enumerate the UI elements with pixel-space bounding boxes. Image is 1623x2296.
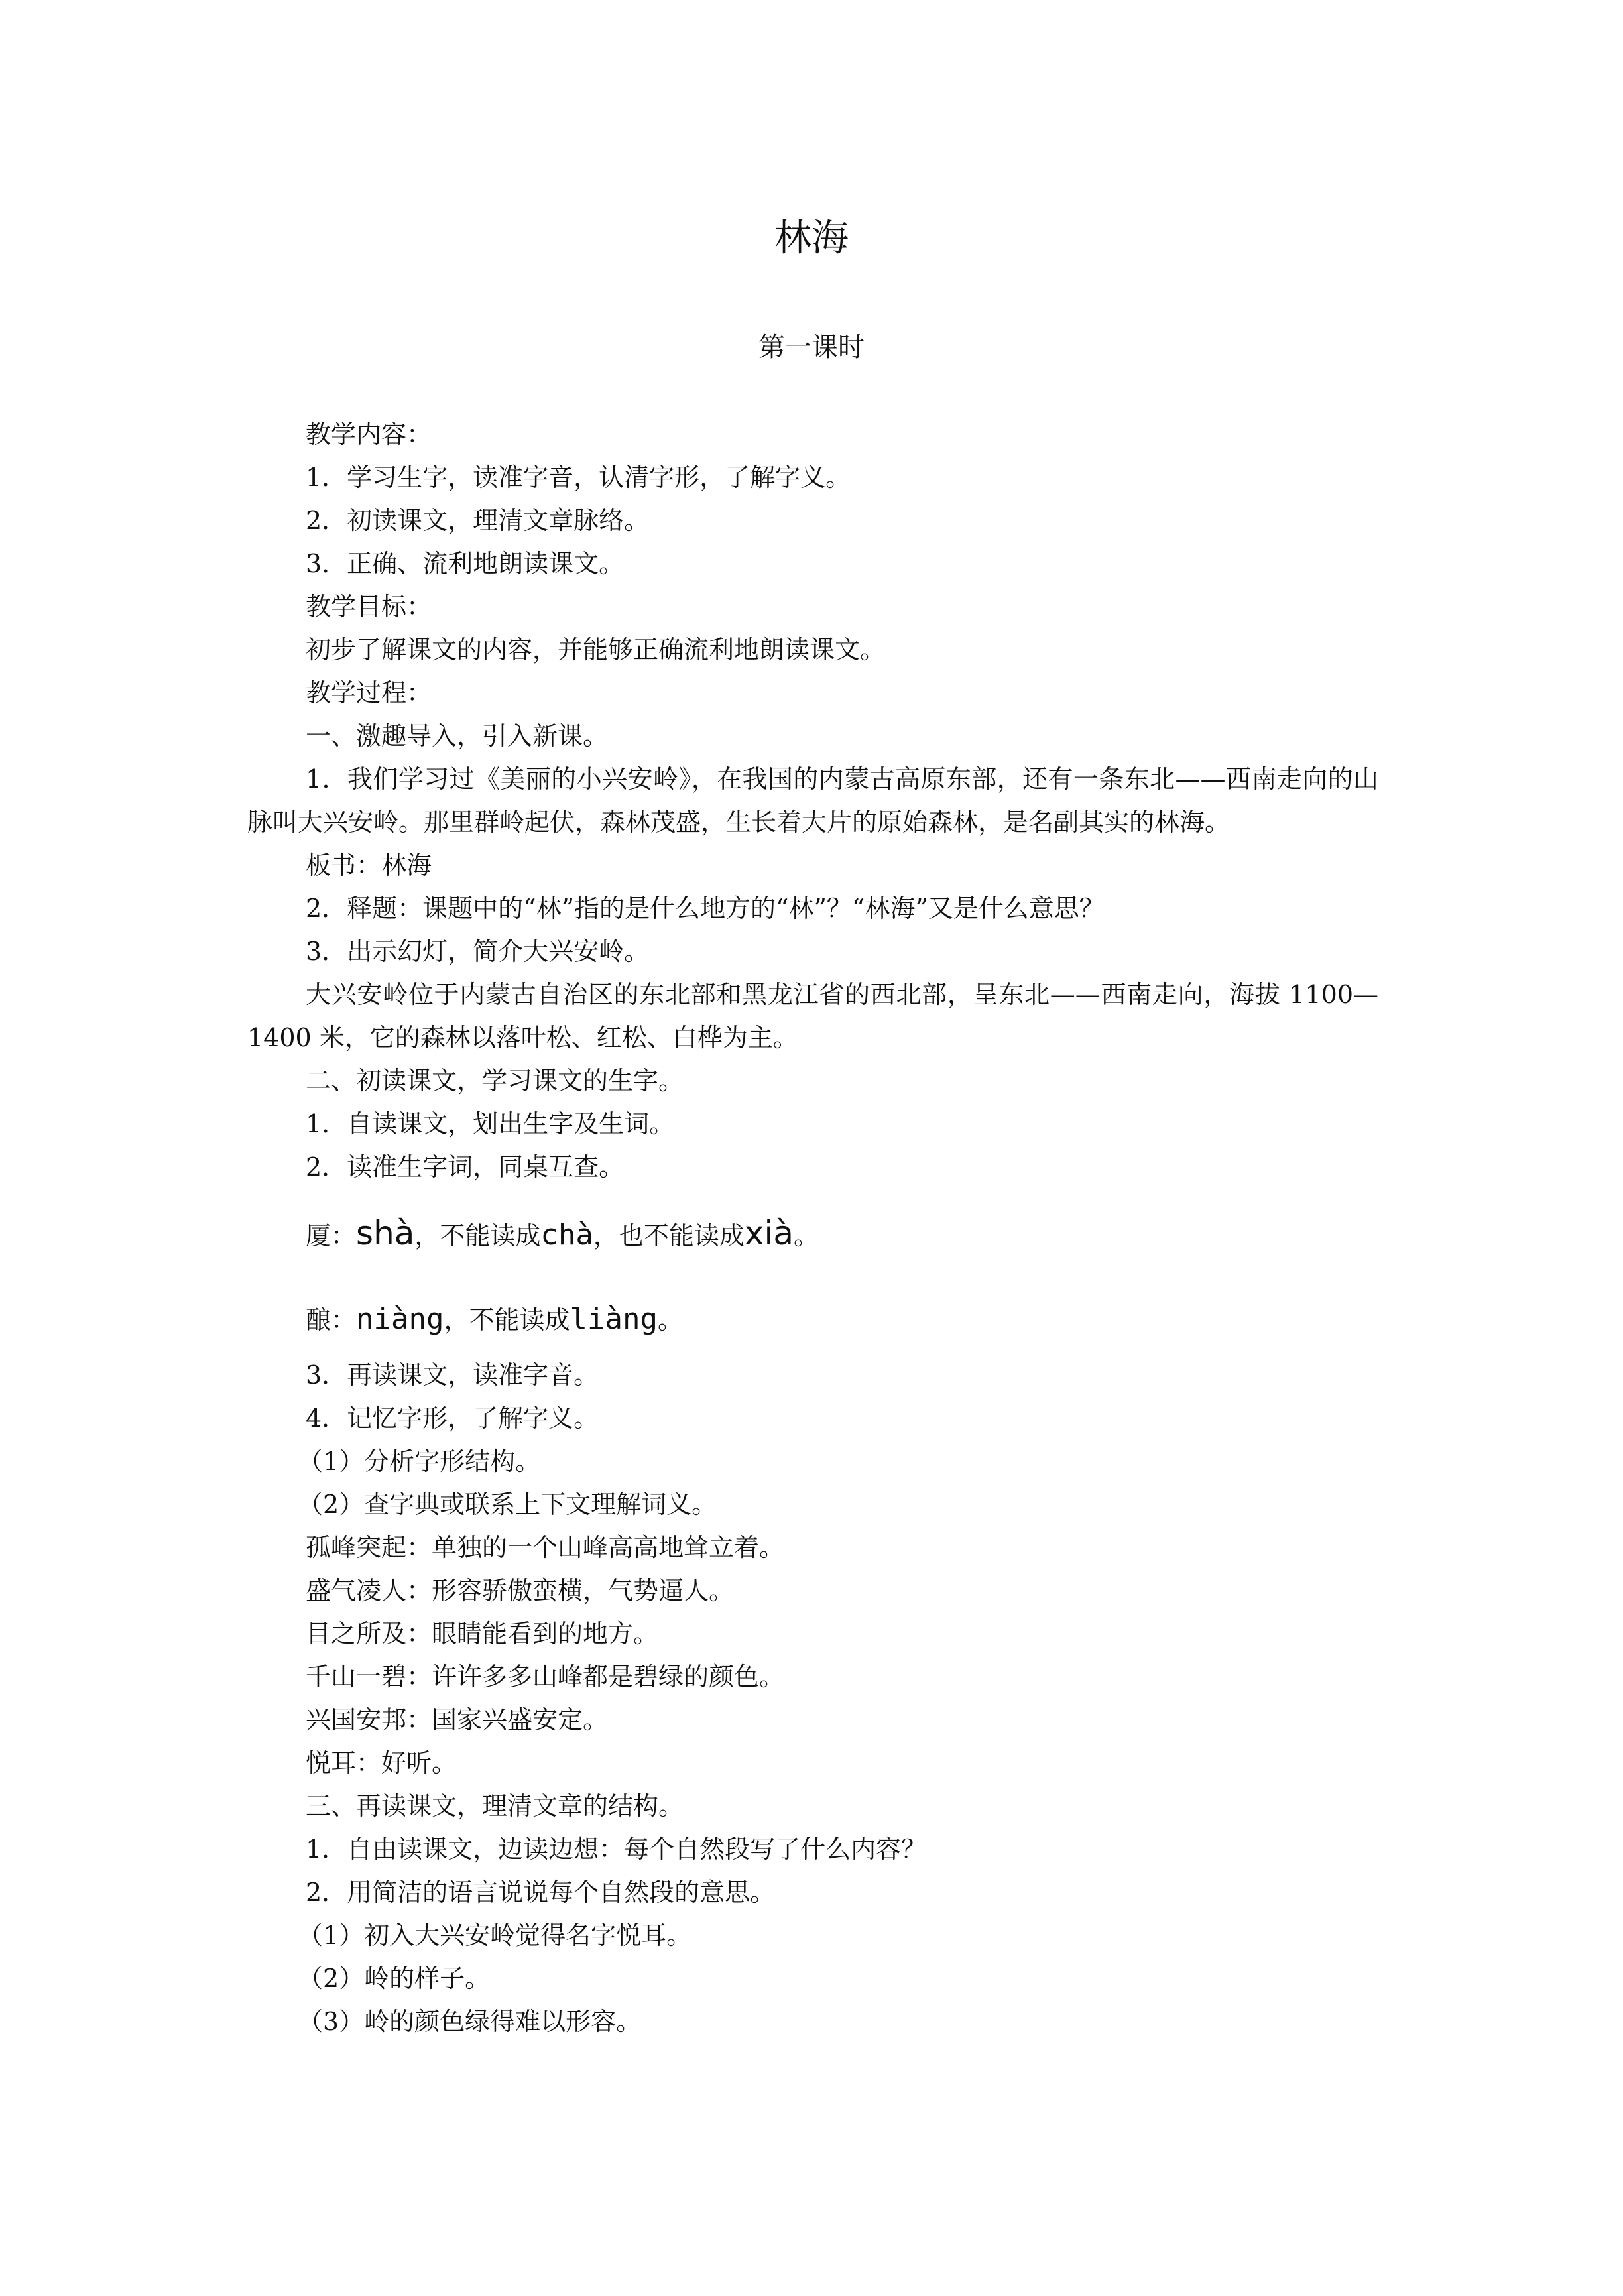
document-title: 林海	[774, 217, 849, 260]
text-line: （3）岭的颜色绿得难以形容。	[298, 2007, 642, 2036]
section-heading: 三、再读课文，理清文章的结构。	[306, 1791, 684, 1821]
pinyin-text: ，不能读成	[414, 1221, 541, 1250]
text-line: 板书：林海	[306, 851, 432, 880]
text-line: 1．自由读课文，边读边想：每个自然段写了什么内容？	[306, 1835, 927, 1864]
vocab-item: 悦耳：好听。	[306, 1748, 457, 1778]
vocab-item: 盛气凌人：形容骄傲蛮横，气势逼人。	[306, 1576, 735, 1605]
pinyin-char: 酿：	[306, 1305, 357, 1335]
vocab-item: 孤峰突起：单独的一个山峰高高地耸立着。	[306, 1533, 785, 1562]
text-line: 二、初读课文，学习课文的生字。	[306, 1066, 684, 1095]
text-line: 3．出示幻灯，简介大兴安岭。	[306, 937, 650, 966]
paragraph: 大兴安岭位于内蒙古自治区的东北部和黑龙江省的西北部，呈东北——西南走向，海拔 1100—1400 米，它的森林以落叶松、红松、白桦为主。	[247, 980, 1378, 1052]
text-line: 3．正确、流利地朗读课文。	[306, 549, 625, 578]
text-line: 2．用简洁的语言说说每个自然段的意思。	[306, 1878, 776, 1907]
text-line: 1．学习生字，读准字音，认清字形，了解字义。	[306, 463, 851, 492]
text-line: （1）分析字形结构。	[298, 1447, 541, 1476]
document-body	[247, 413, 1378, 2043]
text-line: （2）岭的样子。	[298, 1964, 491, 1993]
pinyin-text: 。	[657, 1305, 683, 1335]
pinyin-char: 厦：	[306, 1221, 357, 1250]
pinyin-reading: shà	[356, 1214, 415, 1252]
text-line: 2．读准生字词，同桌互查。	[306, 1152, 625, 1181]
pinyin-reading: liàng	[570, 1302, 658, 1336]
text-line: 4．记忆字形，了解字义。	[306, 1404, 599, 1433]
pinyin-reading: xià	[744, 1214, 794, 1252]
pinyin-line-niang	[247, 1291, 1378, 1349]
section-heading: 教学目标：	[306, 592, 432, 621]
section-heading: 教学过程：	[306, 678, 432, 707]
text-line: 2．初读课文，理清文章脉络。	[306, 506, 650, 535]
text-line: 1．自读课文，划出生字及生词。	[306, 1109, 675, 1138]
text-line: 2．释题：课题中的“林”指的是什么地方的“林”？“林海”又是什么意思？	[306, 894, 1105, 923]
pinyin-reading: chà	[540, 1218, 593, 1252]
vocab-item: 千山一碧：许许多多山峰都是碧绿的颜色。	[306, 1662, 785, 1691]
text-line: 一、激趣导入，引入新课。	[306, 721, 609, 751]
pinyin-reading: niàng	[356, 1302, 444, 1336]
text-line: （2）查字典或联系上下文理解词义。	[298, 1490, 717, 1519]
text-line: 3．再读课文，读准字音。	[306, 1360, 599, 1390]
pinyin-text: 。	[794, 1221, 819, 1250]
text-line: 初步了解课文的内容，并能够正确流利地朗读课文。	[306, 635, 886, 664]
pinyin-text: ，不能读成	[444, 1305, 570, 1335]
vocab-item: 目之所及：眼睛能看到的地方。	[306, 1619, 659, 1648]
paragraph: 1．我们学习过《美丽的小兴安岭》，在我国的内蒙古高原东部，还有一条东北——西南走向的山脉叫大兴安岭。那里群岭起伏，森林茂盛，生长着大片的原始森林，是名副其实的林海。	[247, 764, 1378, 837]
pinyin-line-sha	[247, 1205, 1378, 1264]
section-heading: 教学内容：	[306, 420, 432, 449]
vocab-item: 兴国安邦：国家兴盛安定。	[306, 1705, 609, 1734]
lesson-subtitle: 第一课时	[758, 332, 865, 363]
pinyin-text: ，也不能读成	[593, 1221, 745, 1250]
text-line: （1）初入大兴安岭觉得名字悦耳。	[298, 1921, 692, 1950]
